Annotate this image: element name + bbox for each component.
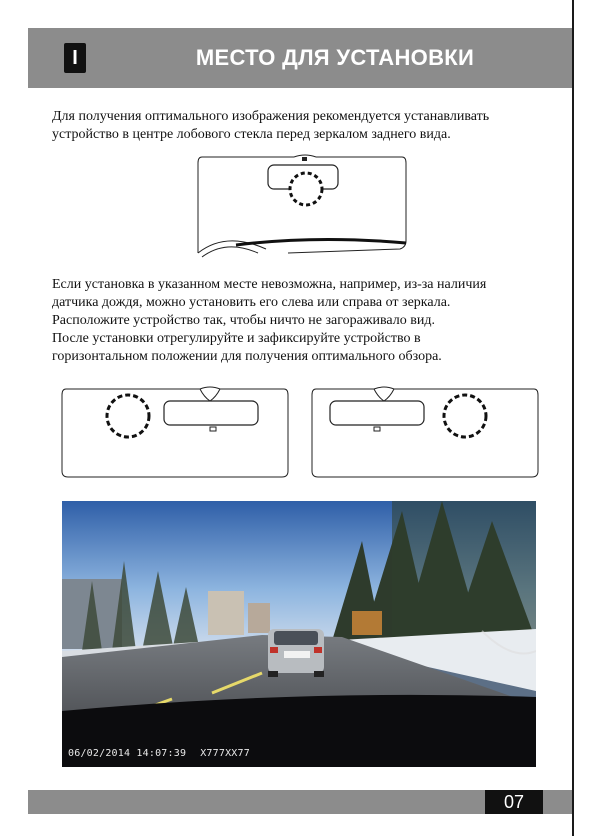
intro-paragraph <box>52 108 562 144</box>
alternative-paragraph <box>52 276 562 366</box>
text-line: После установки отрегулируйте и зафиксируйте устройство в <box>52 331 421 346</box>
timestamp-text: 06/02/2014 14:07:39 <box>68 748 187 759</box>
center-mount-diagram <box>196 153 410 261</box>
text-line: горизонтальном положении для получения оптимального обзора. <box>52 349 442 364</box>
car-plate <box>284 651 310 658</box>
text-line: Расположите устройство так, чтобы ничто не загораживало вид. <box>52 313 435 328</box>
text-line: Если установка в указанном месте невозможна, например, из-за наличия <box>52 277 487 292</box>
mount-position-icon <box>444 395 486 437</box>
dashcam-sample-photo <box>62 501 536 767</box>
plate-overlay-text: X777XX77 <box>200 748 250 759</box>
mount-position-icon <box>107 395 149 437</box>
rearview-mirror-icon <box>330 401 424 425</box>
section-header <box>28 28 572 88</box>
right-mount-diagram <box>310 385 542 481</box>
mount-position-icon <box>290 173 322 205</box>
rain-sensor-icon <box>302 157 307 161</box>
text-line: Для получения оптимального изображения рекомендуется устанавливать <box>52 109 490 124</box>
page-title: МЕСТО ДЛЯ УСТАНОВКИ <box>195 45 475 70</box>
page-right-border <box>572 0 574 836</box>
page-number: 07 <box>485 790 543 814</box>
rearview-mirror-icon <box>164 401 258 425</box>
text-line: датчика дождя, можно установить его слева или справа от зеркала. <box>52 295 451 310</box>
video-timestamp <box>68 748 250 759</box>
left-mount-diagram <box>60 385 292 481</box>
text-line: устройство в центре лобового стекла перед зеркалом заднего вида. <box>52 127 451 142</box>
section-number-badge: I <box>64 43 86 73</box>
